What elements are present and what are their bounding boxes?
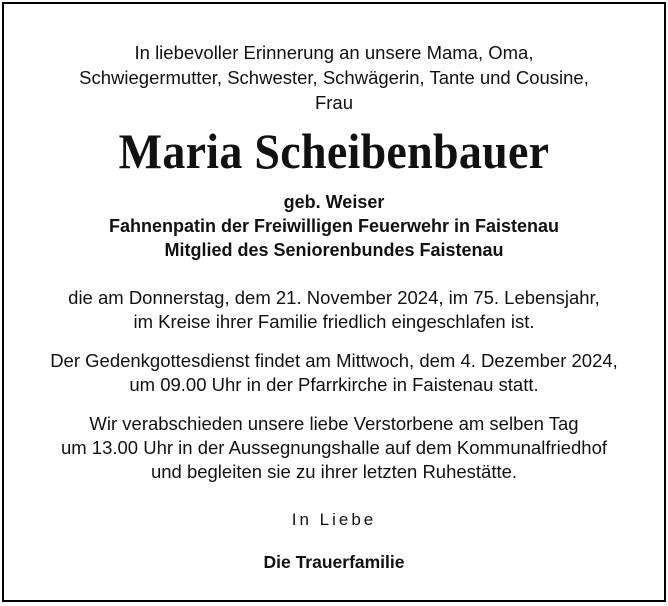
deceased-details <box>4 190 664 262</box>
role-senior-club: Mitglied des Seniorenbundes Faistenau <box>164 240 504 260</box>
paragraph-line: Der Gedenkgottesdienst findet am Mittwoch, dem 4. Dezember 2024, <box>50 350 618 371</box>
paragraph-line: die am Donnerstag, dem 21. November 2024, im 75. Lebensjahr, <box>68 287 600 308</box>
paragraph-line: Wir verabschieden unsere liebe Verstorbene am selben Tag <box>89 413 579 434</box>
paragraph-line: und begleiten sie zu ihrer letzten Ruhestätte. <box>150 461 518 482</box>
closing-phrase: In Liebe <box>291 510 377 529</box>
farewell-paragraph <box>4 412 664 484</box>
intro-line: Frau <box>314 92 354 113</box>
death-announcement-paragraph <box>4 286 664 334</box>
intro-line: Schwiegermutter, Schwester, Schwägerin, Tante und Cousine, <box>79 67 589 88</box>
signature: Die Trauerfamilie <box>263 552 405 572</box>
paragraph-line: im Kreise ihrer Familie friedlich eingeschlafen ist. <box>133 311 535 332</box>
paragraph-line: um 09.00 Uhr in der Pfarrkirche in Faistenau statt. <box>129 374 539 395</box>
paragraph-line: um 13.00 Uhr in der Aussegnungshalle auf dem Kommunalfriedhof <box>60 437 608 458</box>
memorial-service-paragraph <box>4 349 664 397</box>
maiden-name: geb. Weiser <box>283 192 385 212</box>
obituary-notice <box>2 2 666 602</box>
intro-text <box>4 40 664 115</box>
role-fire-brigade: Fahnenpatin der Freiwilligen Feuerwehr in Faistenau <box>108 216 560 236</box>
deceased-name: Maria Scheibenbauer <box>118 123 550 179</box>
intro-line: In liebevoller Erinnerung an unsere Mama, Oma, <box>134 42 534 63</box>
